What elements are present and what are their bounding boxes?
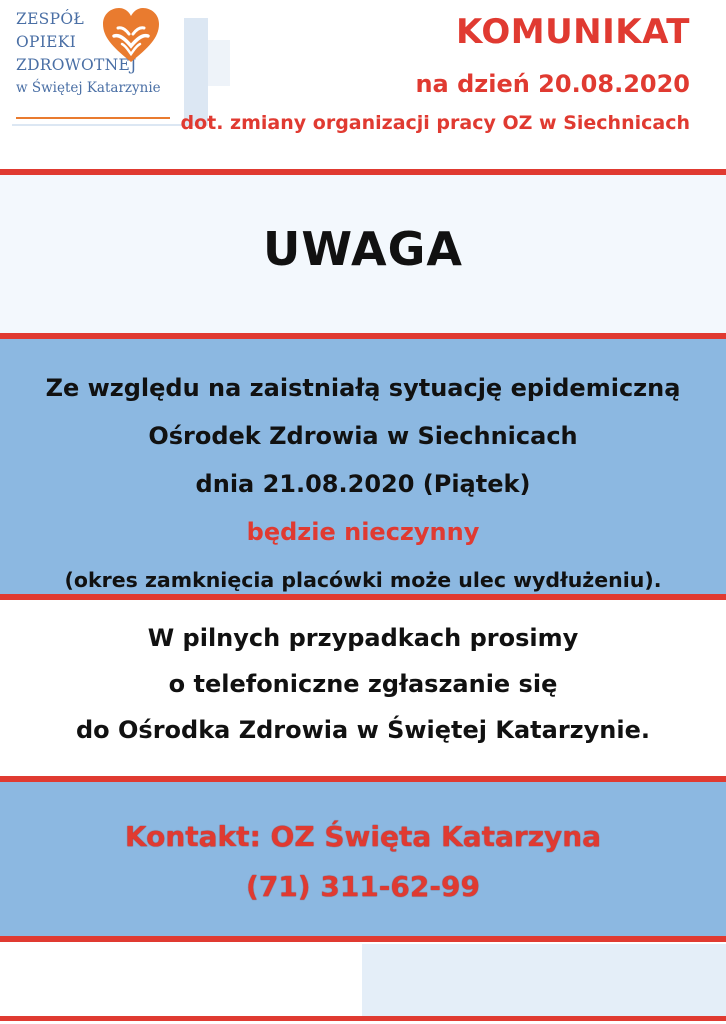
heart-hands-icon xyxy=(100,6,162,66)
divider xyxy=(0,936,726,942)
closure-notice: będzie nieczynny xyxy=(246,518,480,546)
logo-line-1: ZESPÓŁ xyxy=(16,10,85,28)
notice-line-1: Ze względu na zaistniałą sytuację epidemiczną xyxy=(45,374,681,402)
contact-label: Kontakt: OZ Święta Katarzyna xyxy=(124,820,602,853)
urgent-text xyxy=(0,615,726,753)
urgent-line-3: do Ośrodka Zdrowia w Świętej Katarzynie. xyxy=(75,716,651,744)
notice-text xyxy=(0,364,726,604)
notice-line-5: (okres zamknięcia placówki może ulec wydłużeniu). xyxy=(64,568,662,592)
footer-decoration xyxy=(362,944,726,1016)
logo-line-4: w Świętej Katarzynie xyxy=(16,80,161,96)
divider xyxy=(0,1016,726,1021)
urgent-line-1: W pilnych przypadkach prosimy xyxy=(147,624,579,652)
announcement-date: na dzień 20.08.2020 xyxy=(415,70,690,98)
warning-heading: UWAGA xyxy=(263,222,463,276)
contact-phone: (71) 311-62-99 xyxy=(246,870,480,903)
contact-info xyxy=(0,812,726,912)
urgent-line-2: o telefoniczne zgłaszanie się xyxy=(168,670,558,698)
header-decoration xyxy=(208,40,230,86)
logo-line-3: ZDROWOTNEJ xyxy=(16,56,137,74)
page-title: KOMUNIKAT xyxy=(456,12,690,52)
notice-line-2: Ośrodek Zdrowia w Siechnicach xyxy=(148,422,578,450)
logo-line-2: OPIEKI xyxy=(16,33,77,51)
announcement-subtitle: dot. zmiany organizacji pracy OZ w Siechnicach xyxy=(180,112,690,134)
notice-line-3: dnia 21.08.2020 (Piątek) xyxy=(195,470,531,498)
logo-underline xyxy=(16,117,170,119)
